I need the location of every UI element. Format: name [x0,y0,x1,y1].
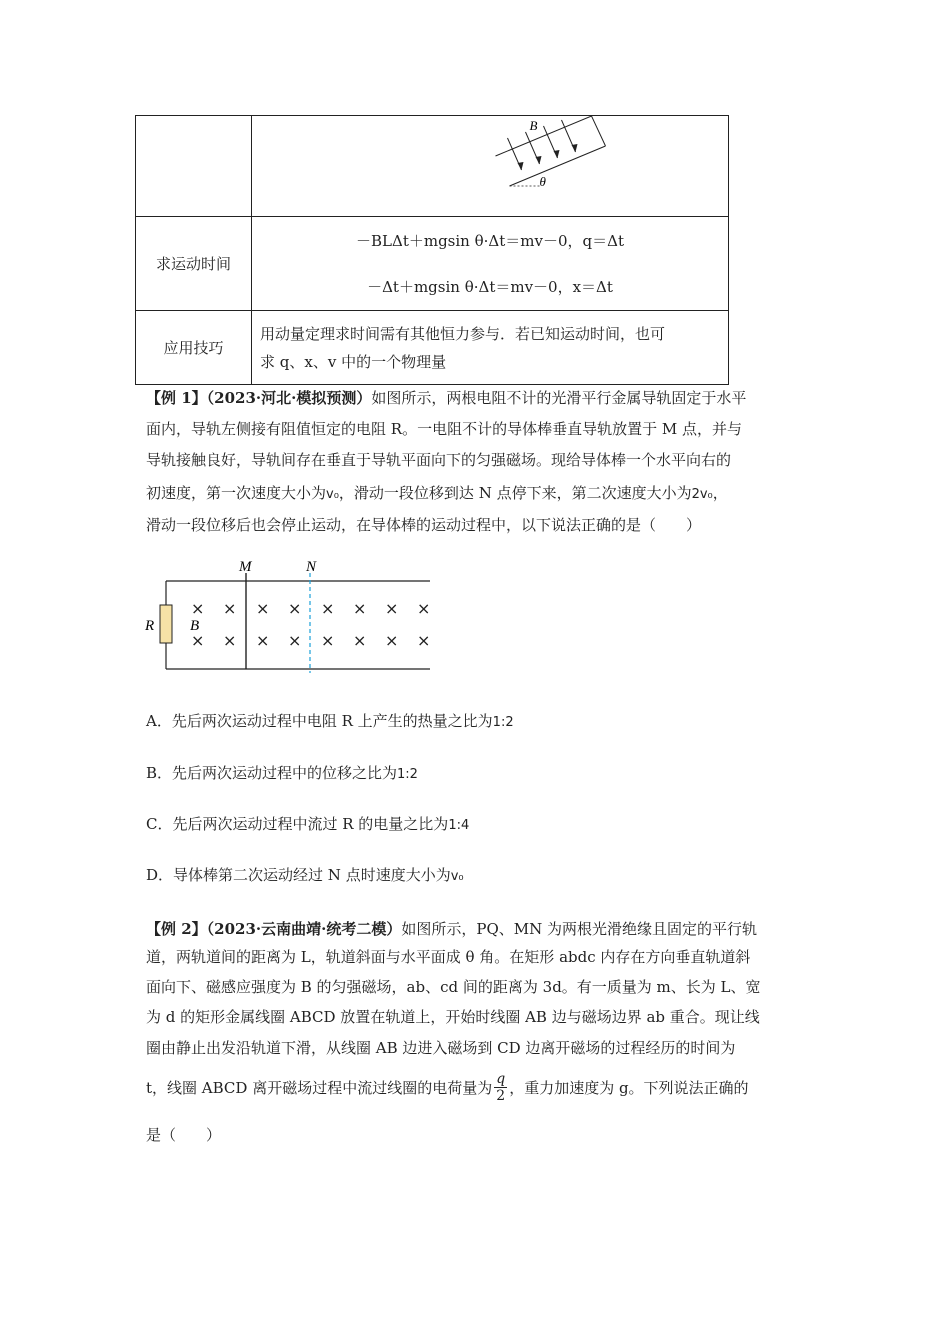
cross-mark: × [256,631,270,650]
choice-D[interactable]: D．导体棒第二次运动经过 N 点时速度大小为v₀ [146,866,464,884]
fraction-q-over-2: q 2 [496,1071,506,1104]
2v0-symbol: 2v₀ [691,487,713,502]
tips-line-2: 求 q、x、v 中的一个物理量 [260,352,447,371]
ex2-line-1: 【例 2】（2023·云南曲靖·统考二模）如图所示，PQ、MN 为两根光滑绝缘且固定的平行轨 [146,920,758,938]
incline-field-figure [252,116,846,216]
row-label-tips: 应用技巧 [136,311,252,385]
label-M: M [239,559,252,575]
cross-mark: × [223,599,237,618]
ex2-line-5: 圈由静止出发沿轨道下滑，从线圈 AB 边进入磁场到 CD 边离开磁场的过程经历的时间为 [146,1039,736,1057]
label-R: R [145,618,155,634]
ex1-line-1: 【例 1】（2023·河北·模拟预测）如图所示，两根电阻不计的光滑平行金属导轨固定于水平 [146,389,747,407]
ex1-line-3: 导轨接触良好，导轨间存在垂直于导轨平面向下的匀强磁场。现给导体棒一个水平向右的 [146,451,732,469]
choice-C[interactable]: C．先后两次运动过程中流过 R 的电量之比为1:4 [146,815,470,833]
row-content-tips [252,311,729,385]
field-B-label: B [529,118,538,133]
cross-mark: × [256,599,270,618]
equation-1: －BLΔt＋mgsin θ·Δt＝mv－0，q＝Δt [356,231,624,250]
resistor [160,605,172,643]
ex2-line-6: t，线圈 ABCD 离开磁场过程中流过线圈的电荷量为 q 2 ，重力加速度为 g。下列说法正确的 [146,1071,749,1104]
tips-line-1: 用动量定理求时间需有其他恒力参与．若已知运动时间，也可 [260,324,666,343]
ex2-line-2: 道，两轨道间的距离为 L，轨道斜面与水平面成 θ 角。在矩形 abdc 内存在方向垂直轨道斜 [146,948,751,966]
v0-symbol: v₀ [326,487,339,502]
table-cell-empty [136,116,252,217]
ex2-line-4: 为 d 的矩形金属线圈 ABCD 放置在轨道上，开始时线圈 AB 边与磁场边界 ab 重合。现让线 [146,1008,760,1026]
cross-mark: × [353,631,367,650]
choice-A[interactable]: A．先后两次运动过程中电阻 R 上产生的热量之比为1:2 [146,712,514,730]
ex2-line-3: 面向下、磁感应强度为 B 的匀强磁场，ab、cd 间的距离为 3d。有一质量为 m、长为 L、宽 [146,978,761,996]
angle-theta-label: θ [539,174,546,189]
cross-mark: × [191,631,205,650]
cross-mark: × [417,599,431,618]
cross-mark: × [417,631,431,650]
ex2-tag: 【例 2】（2023·云南曲靖·统考二模） [146,920,402,938]
ex2-line-7: 是（ ） [146,1126,222,1144]
cross-mark: × [288,631,302,650]
ex1-line-4: 初速度，第一次速度大小为v₀，滑动一段位移到达 N 点停下来，第二次速度大小为2v₀， [146,484,728,502]
cross-mark: × [223,631,237,650]
choice-B[interactable]: B．先后两次运动过程中的位移之比为1:2 [146,764,418,782]
cross-mark: × [385,631,399,650]
summary-table [135,115,729,385]
choice-A-value: 1:2 [492,715,514,730]
choice-D-value: v₀ [450,869,464,884]
ex1-line-5: 滑动一段位移后也会停止运动，在导体棒的运动过程中，以下说法正确的是（ ） [146,516,702,534]
table-cell-figure [252,116,729,217]
equation-2: －Δt＋mgsin θ·Δt＝mv－0，x＝Δt [367,277,613,296]
row-label-time: 求运动时间 [136,217,252,311]
cross-mark: × [191,599,205,618]
cross-mark: × [288,599,302,618]
ex1-line-2: 面内，导轨左侧接有阻值恒定的电阻 R。一电阻不计的导体棒垂直导轨放置于 M 点，并与 [146,420,742,438]
label-N: N [306,559,317,575]
ex1-tag: 【例 1】（2023·河北·模拟预测） [146,389,372,407]
cross-mark: × [321,631,335,650]
choice-B-value: 1:2 [397,767,418,782]
rail-figure [140,555,440,675]
choice-C-value: 1:4 [448,818,470,833]
cross-mark: × [321,599,335,618]
cross-mark: × [353,599,367,618]
cross-mark: × [385,599,399,618]
row-content-time [252,217,729,311]
label-B: B [190,618,200,634]
